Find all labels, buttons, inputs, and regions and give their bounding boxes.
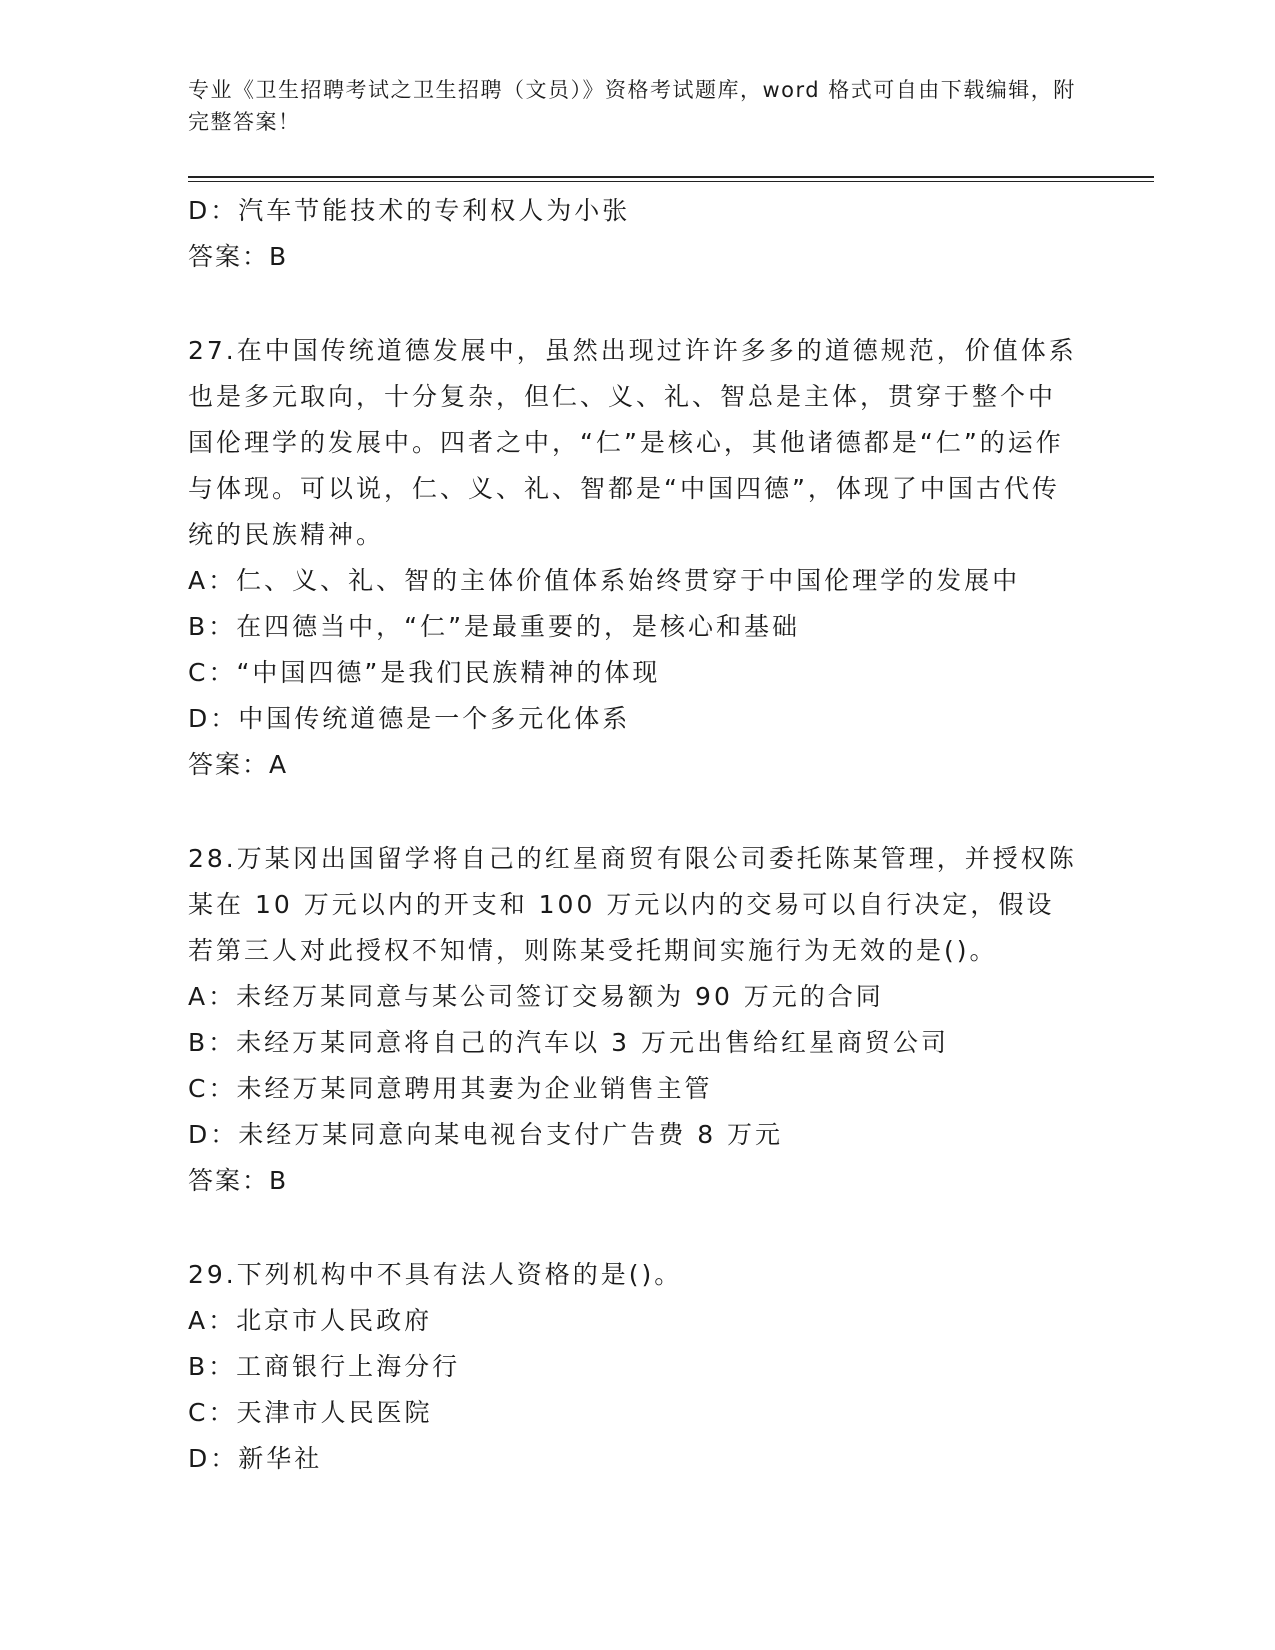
question-29-option-a: A：北京市人民政府 — [188, 1306, 433, 1335]
question-29 — [188, 1252, 1088, 1482]
question-content — [188, 188, 1088, 1482]
question-28-option-d: D：未经万某同意向某电视台支付广告费 8 万元 — [188, 1120, 784, 1149]
question-29-option-d: D：新华社 — [188, 1444, 323, 1473]
question-27-option-b: B：在四德当中，“仁”是最重要的，是核心和基础 — [188, 612, 801, 641]
question-29-stem: 29.下列机构中不具有法人资格的是()。 — [188, 1260, 683, 1289]
prev-answer: 答案：B — [188, 242, 289, 271]
question-29-option-c: C：天津市人民医院 — [188, 1398, 433, 1427]
question-27-stem: 27.在中国传统道德发展中，虽然出现过许许多多的道德规范，价值体系也是多元取向，十分复杂，但仁、义、礼、智总是主体，贯穿于整个中国伦理学的发展中。四者之中，“仁”是核心，其他诸德都是“仁”的运作与体现。可以说，仁、义、礼、智都是“中国四德”，体现了中国古代传统的民族精神。 — [188, 336, 1077, 549]
prev-option-d: D：汽车节能技术的专利权人为小张 — [188, 196, 631, 225]
question-28-option-b: B：未经万某同意将自己的汽车以 3 万元出售给红星商贸公司 — [188, 1028, 949, 1057]
question-27-answer: 答案：A — [188, 750, 289, 779]
question-28-answer: 答案：B — [188, 1166, 289, 1195]
question-29-option-b: B：工商银行上海分行 — [188, 1352, 461, 1381]
question-28-stem: 28.万某冈出国留学将自己的红星商贸有限公司委托陈某管理，并授权陈某在 10 万元以内的开支和 100 万元以内的交易可以自行决定，假设若第三人对此授权不知情，则陈某受托期间实施行为无效的是()。 — [188, 844, 1077, 965]
question-27 — [188, 328, 1088, 788]
question-28-option-c: C：未经万某同意聘用其妻为企业销售主管 — [188, 1074, 713, 1103]
question-28 — [188, 836, 1088, 1204]
question-27-option-c: C：“中国四德”是我们民族精神的体现 — [188, 658, 661, 687]
question-27-option-d: D：中国传统道德是一个多元化体系 — [188, 704, 631, 733]
question-27-option-a: A：仁、义、礼、智的主体价值体系始终贯穿于中国伦理学的发展中 — [188, 566, 1021, 595]
question-28-option-a: A：未经万某同意与某公司签订交易额为 90 万元的合同 — [188, 982, 884, 1011]
document-header: 专业《卫生招聘考试之卫生招聘（文员）》资格考试题库，word 格式可自由下载编辑，附完整答案！ — [188, 78, 1076, 134]
header-divider — [188, 176, 1154, 182]
